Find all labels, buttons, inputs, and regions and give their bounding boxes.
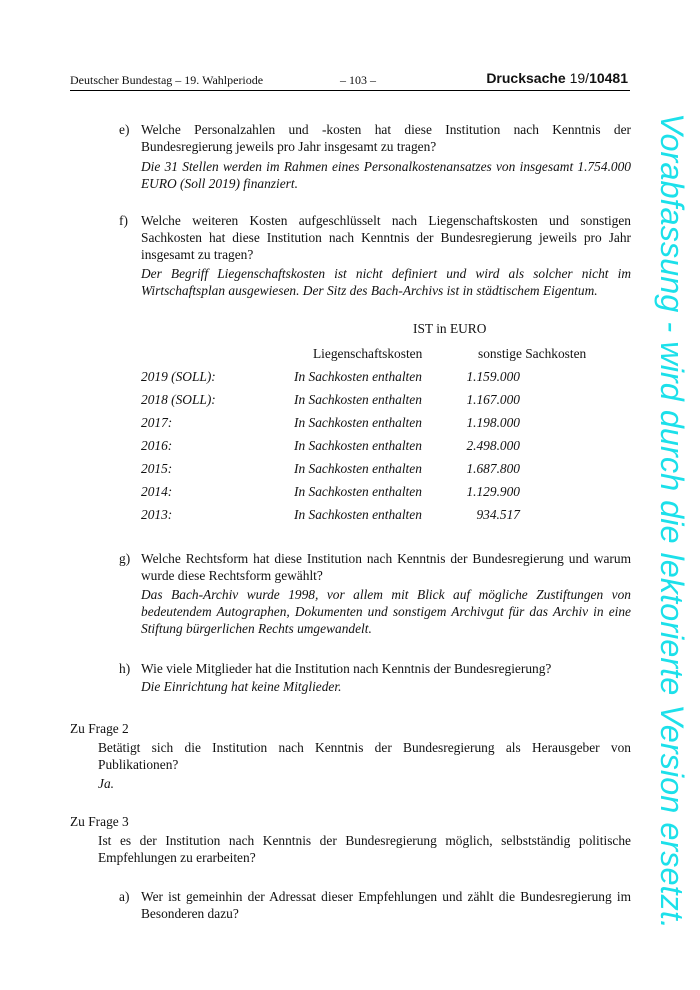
table-row xyxy=(141,437,541,454)
draft-watermark xyxy=(647,113,697,929)
table-header-liegenschaftskosten: Liegenschaftskosten xyxy=(313,346,423,361)
item-g-answer: Das Bach-Archiv wurde 1998, vor allem mit Blick auf mögliche Zustiftungen von bedeutendem Autographen, Dokumenten und sonstigem Archivgut für das Archiv in eine Stiftung bürgerlichen Rechts umgewandelt. xyxy=(141,587,631,636)
item-h-label: h) xyxy=(119,661,131,676)
header-drucksache-prefix: 19/ xyxy=(569,70,590,86)
header-page-number: – 103 – xyxy=(340,73,376,87)
item-a-label: a) xyxy=(119,889,130,904)
table-row xyxy=(141,391,541,408)
row-liegenschaftskosten: In Sachkosten enthalten xyxy=(294,507,422,522)
row-liegenschaftskosten: In Sachkosten enthalten xyxy=(294,369,422,384)
item-g-question: Welche Rechtsform hat diese Institution nach Kenntnis der Bundesregierung und warum wurde diese Rechtsform gewählt? xyxy=(141,551,631,583)
item-f-label: f) xyxy=(119,213,128,228)
table-header-sachkosten: sonstige Sachkosten xyxy=(478,346,587,361)
item-g-label: g) xyxy=(119,551,131,566)
table-row xyxy=(141,483,541,500)
row-year: 2017: xyxy=(141,415,173,430)
row-sachkosten: 2.498.000 xyxy=(466,438,520,453)
table-row xyxy=(141,414,541,431)
header-drucksache xyxy=(486,70,628,86)
item-e-label: e) xyxy=(119,122,130,137)
row-sachkosten: 1.198.000 xyxy=(466,415,520,430)
item-h-answer: Die Einrichtung hat keine Mitglieder. xyxy=(141,679,342,694)
row-year: 2016: xyxy=(141,438,173,453)
table-row xyxy=(141,368,541,385)
item-f-answer: Der Begriff Liegenschaftskosten ist nicht definiert und wird als solcher nicht im Wirtschaftsplan ausgewiesen. Der Sitz des Bach-Archivs ist in städtischem Eigentum. xyxy=(141,266,631,298)
row-liegenschaftskosten: In Sachkosten enthalten xyxy=(294,392,422,407)
row-liegenschaftskosten: In Sachkosten enthalten xyxy=(294,438,422,453)
header-drucksache-label: Drucksache xyxy=(486,70,570,86)
row-year: 2019 (SOLL): xyxy=(141,369,216,384)
item-f-question: Welche weiteren Kosten aufgeschlüsselt nach Liegenschaftskosten und sonstigen Sachkosten hat diese Institution nach Kenntnis der Bundesregierung jeweils pro Jahr insgesamt zu tragen? xyxy=(141,213,631,262)
row-year: 2014: xyxy=(141,484,173,499)
cost-table xyxy=(141,368,541,528)
frage2-question: Betätigt sich die Institution nach Kenntnis der Bundesregierung als Herausgeber von Publikationen? xyxy=(98,740,631,772)
header-publication: Deutscher Bundestag – 19. Wahlperiode xyxy=(70,73,264,87)
header-drucksache-number: 10481 xyxy=(589,70,628,86)
item-e-question: Welche Personalzahlen und -kosten hat diese Institution nach Kenntnis der Bundesregierung jeweils pro Jahr insgesamt zu tragen? xyxy=(141,122,631,154)
row-sachkosten: 1.167.000 xyxy=(466,392,520,407)
frage3-heading: Zu Frage 3 xyxy=(70,814,129,829)
table-row xyxy=(141,460,541,477)
row-sachkosten: 1.129.900 xyxy=(466,484,520,499)
row-year: 2018 (SOLL): xyxy=(141,392,216,407)
row-year: 2013: xyxy=(141,507,173,522)
row-sachkosten: 1.687.800 xyxy=(466,461,520,476)
frage3-question: Ist es der Institution nach Kenntnis der Bundesregierung möglich, selbstständig politische Empfehlungen zu erarbeiten? xyxy=(98,833,631,865)
row-sachkosten: 1.159.000 xyxy=(466,369,520,384)
page-header xyxy=(70,70,630,91)
table-title: IST in EURO xyxy=(413,321,487,336)
frage2-answer: Ja. xyxy=(98,776,114,791)
row-liegenschaftskosten: In Sachkosten enthalten xyxy=(294,415,422,430)
table-row xyxy=(141,506,541,523)
row-liegenschaftskosten: In Sachkosten enthalten xyxy=(294,484,422,499)
frage2-heading: Zu Frage 2 xyxy=(70,721,129,736)
item-h-question: Wie viele Mitglieder hat die Institution nach Kenntnis der Bundesregierung? xyxy=(141,661,552,676)
row-sachkosten: 934.517 xyxy=(476,507,520,522)
row-year: 2015: xyxy=(141,461,173,476)
row-liegenschaftskosten: In Sachkosten enthalten xyxy=(294,461,422,476)
item-e-answer: Die 31 Stellen werden im Rahmen eines Personalkostenansatzes von insgesamt 1.754.000 EURO (Soll 2019) finanziert. xyxy=(141,159,631,191)
item-a-question: Wer ist gemeinhin der Adressat dieser Empfehlungen und zählt die Bundesregierung im Besonderen dazu? xyxy=(141,889,631,921)
watermark-text: Vorabfassung - wird durch die lektorierte Version ersetzt. xyxy=(654,113,690,929)
